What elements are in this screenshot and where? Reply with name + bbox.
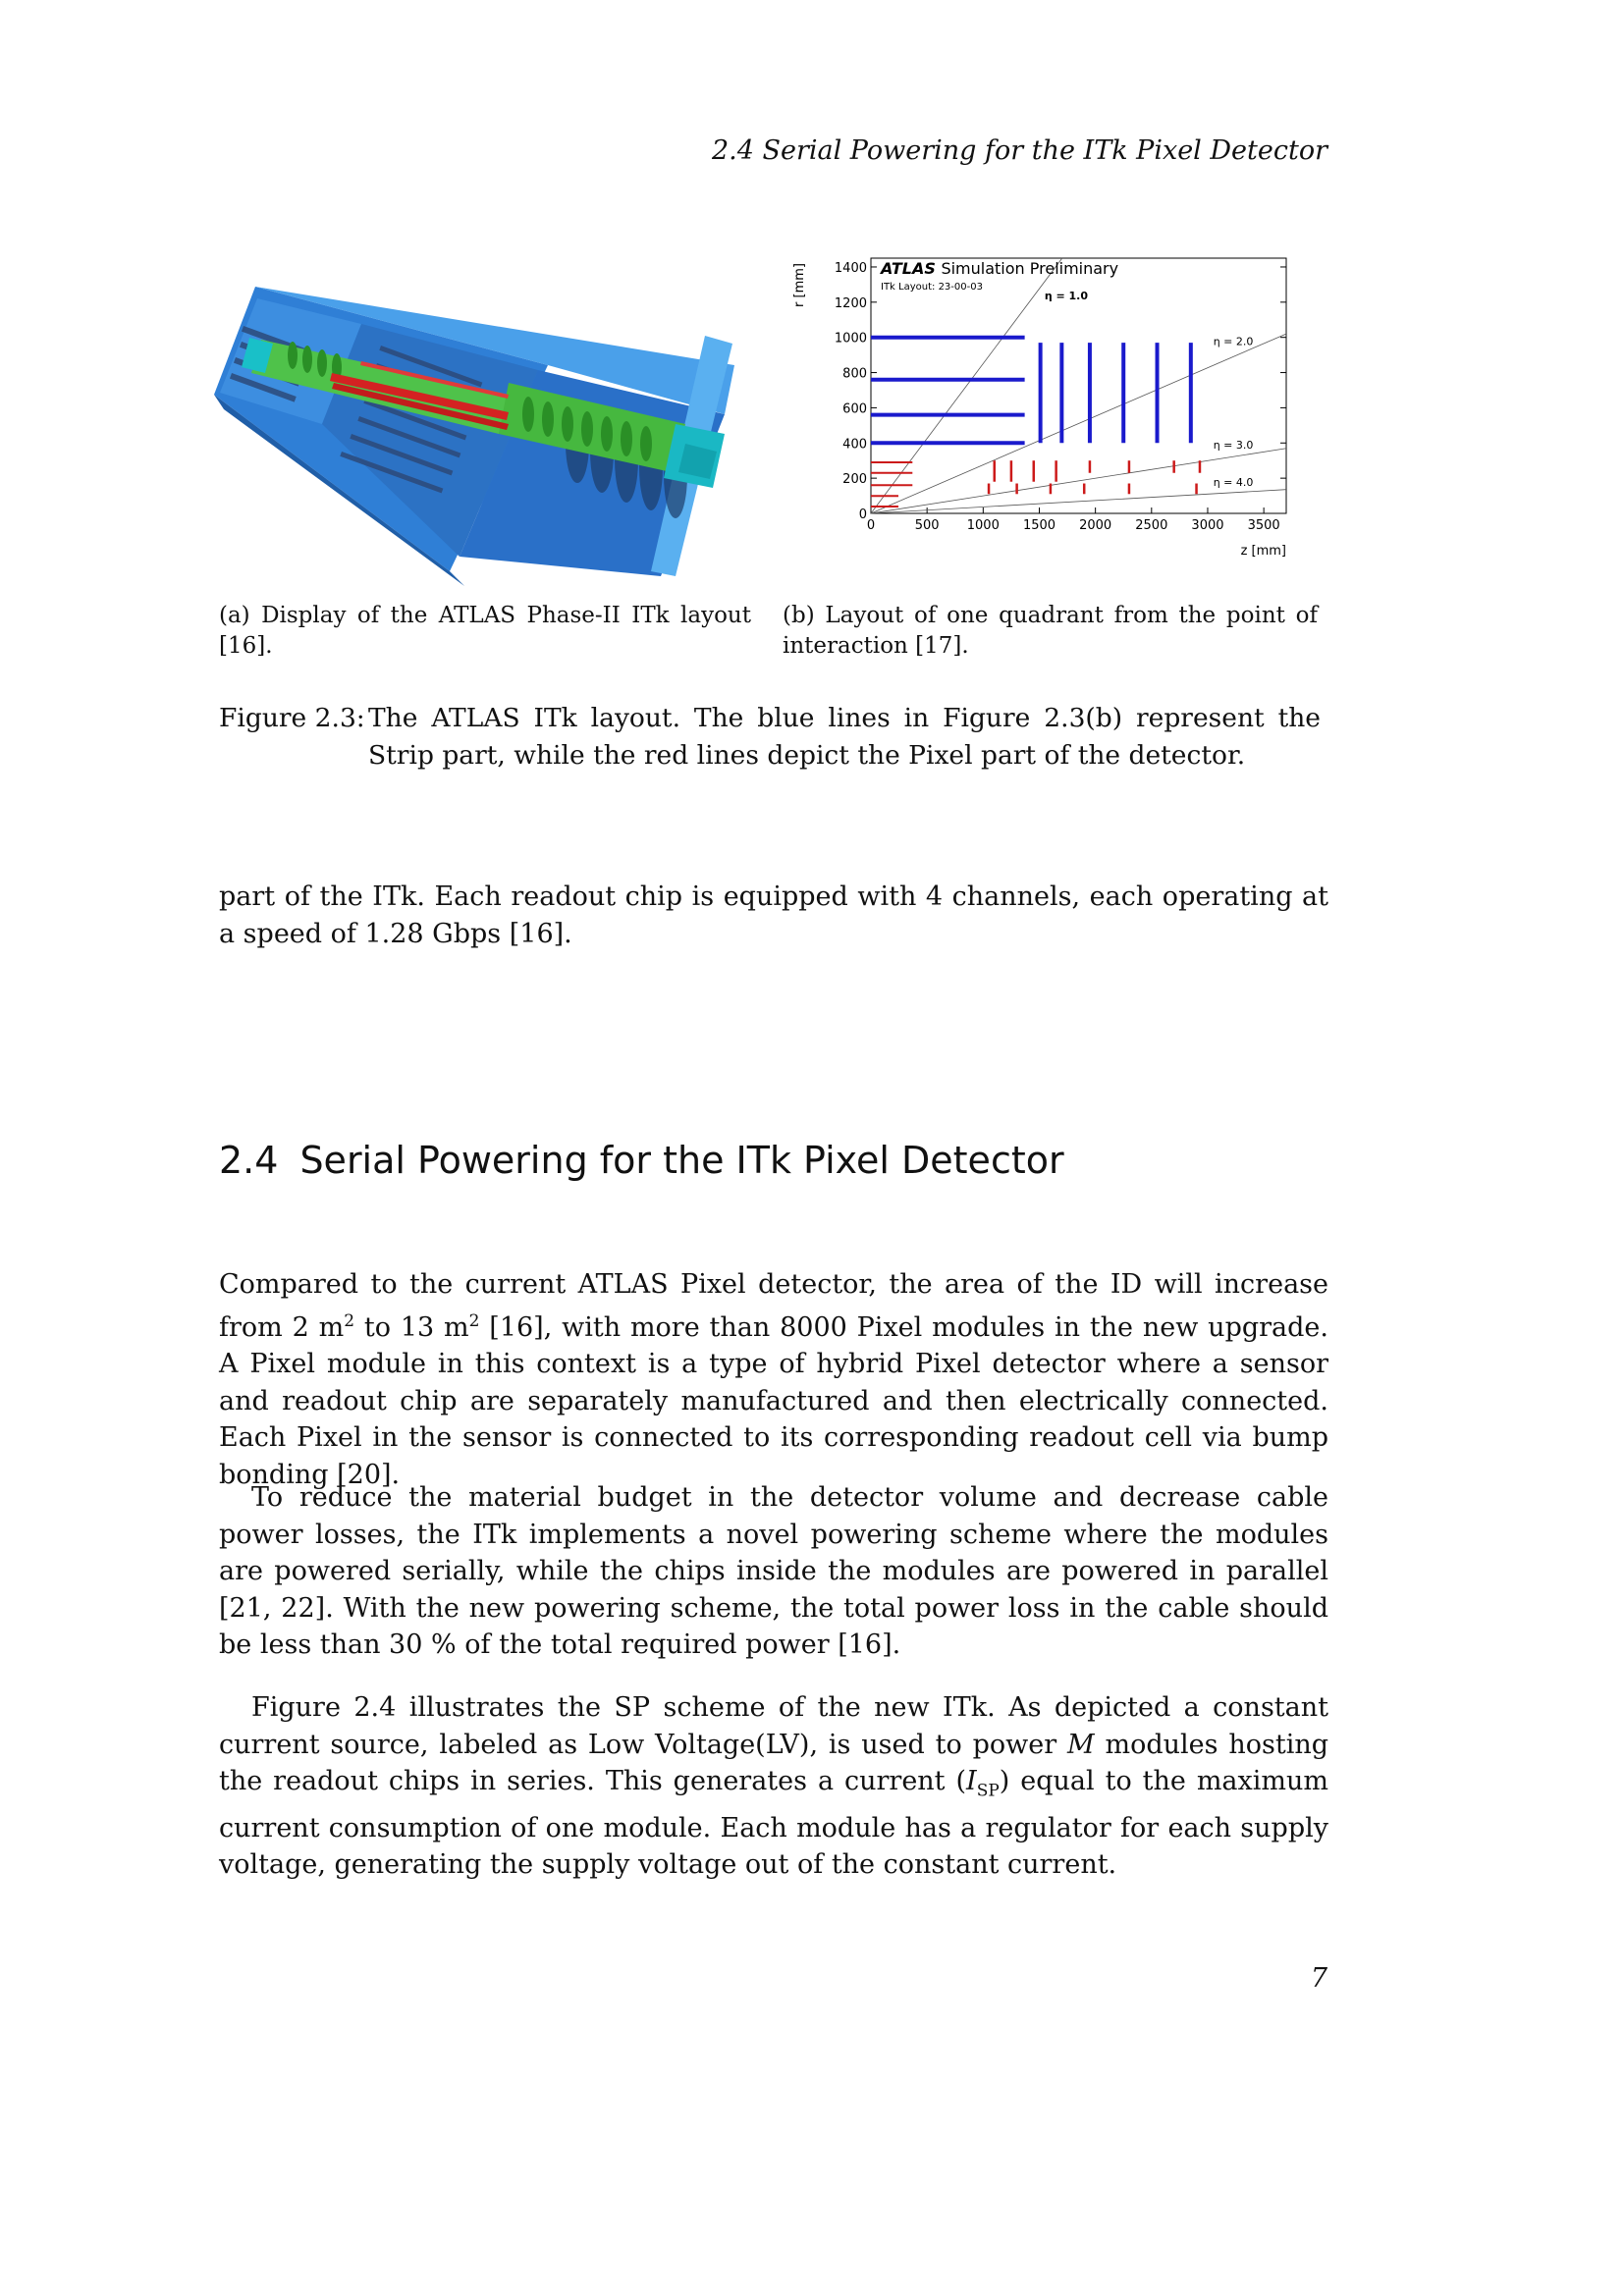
x-tick-label: 1500 xyxy=(1022,518,1056,533)
y-tick-label: 1200 xyxy=(834,295,867,311)
eta-label: η = 4.0 xyxy=(1213,475,1254,489)
itk-3d-render xyxy=(214,277,766,586)
section-heading xyxy=(219,1139,1064,1182)
x-tick-label: 3500 xyxy=(1247,518,1280,533)
x-axis-label: z [mm] xyxy=(1240,544,1286,559)
paragraph-1: Compared to the current ATLAS Pixel detector, the area of the ID will increase from 2 $m^2$ to 13 $m^2$ [16], with more than 8000 Pixel modules in the new upgrade. A Pixel module in this context is a type of hybrid Pixel detector where a sensor and readout chip are separately manufactured and then electrically connected. Each Pixel in the sensor is connected to its corresponding readout cell via bump bonding [20]. xyxy=(219,1269,1328,1490)
figure-caption-label: Figure 2.3: xyxy=(219,703,365,733)
y-tick-label: 1400 xyxy=(834,260,867,276)
chart-title: ATLAS Simulation Preliminary xyxy=(881,259,1119,278)
y-axis-label: r [mm] xyxy=(792,263,807,307)
y-tick-label: 1000 xyxy=(834,331,867,347)
eta-label: η = 1.0 xyxy=(1044,290,1089,302)
subcaption-a: (a) Display of the ATLAS Phase-II ITk layout [16]. xyxy=(219,603,751,659)
eta-label: η = 3.0 xyxy=(1213,439,1254,453)
x-tick-label: 2000 xyxy=(1079,518,1112,533)
x-tick-label: 2500 xyxy=(1135,518,1168,533)
itk-quadrant-layout-chart xyxy=(785,253,1335,587)
chart-subtitle: ITk Layout: 23-00-03 xyxy=(881,282,983,293)
x-tick-label: 0 xyxy=(866,518,876,533)
y-tick-label: 400 xyxy=(842,437,867,453)
subcaption-b: (b) Layout of one quadrant from the point of interaction [17]. xyxy=(783,603,1318,659)
x-tick-label: 3000 xyxy=(1191,518,1224,533)
y-tick-label: 0 xyxy=(858,507,867,522)
section-number: 2.4 xyxy=(219,1139,279,1182)
page-number: 7 xyxy=(1310,1963,1327,1994)
paragraph-3: Figure 2.4 illustrates the SP scheme of the new ITk. As depicted a constant current source, labeled as Low Voltage(LV), is used to power M modules hosting the readout chips in series. This generates a current $(I_{SP})$ equal to the maximum current consumption of one module. Each module has a regulator for each supply voltage, generating the supply voltage out of the constant current. xyxy=(219,1692,1328,1881)
x-tick-label: 1000 xyxy=(966,518,1000,533)
y-tick-label: 800 xyxy=(842,366,867,382)
y-tick-label: 200 xyxy=(842,472,867,488)
eta-label: η = 2.0 xyxy=(1213,335,1254,348)
y-tick-label: 600 xyxy=(842,401,867,417)
figure-caption xyxy=(219,700,1328,774)
paragraph-2: To reduce the material budget in the detector volume and decrease cable power losses, the ITk implements a novel powering scheme where the modules are powered serially, while the chips inside the modules are powered in parallel [21, 22]. With the new powering scheme, the total power loss in the cable should be less than 30 % of the total required power [16]. xyxy=(219,1482,1328,1660)
running-head: 2.4 Serial Powering for the ITk Pixel Detector xyxy=(711,135,1327,166)
figure-caption-text: The ATLAS ITk layout. The blue lines in Figure 2.3(b) represent the Strip part, while the red lines depict the Pixel part of the detector. xyxy=(368,703,1321,771)
section-title: Serial Powering for the ITk Pixel Detector xyxy=(299,1139,1064,1182)
paragraph-intro: part of the ITk. Each readout chip is equipped with 4 channels, each operating at a speed of 1.28 Gbps [16]. xyxy=(219,881,1328,949)
x-tick-label: 500 xyxy=(914,518,940,533)
